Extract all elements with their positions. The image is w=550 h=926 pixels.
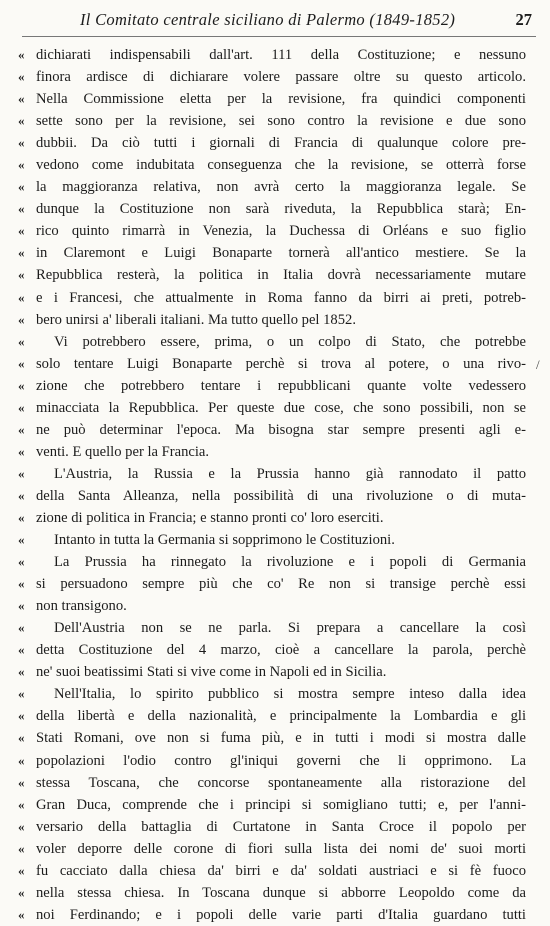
text-line <box>18 794 526 816</box>
line-text: zione di politica in Francia; e stanno pronti co' loro eserciti. <box>36 509 384 526</box>
line-text: zione che potrebbero tentare i repubblicani quante volte vedessero <box>36 377 526 394</box>
text-line <box>18 309 526 331</box>
text-line <box>18 860 526 882</box>
text-line <box>18 264 526 286</box>
quote-mark: « <box>18 311 25 327</box>
running-title: Il Comitato centrale siciliano di Palermo (1849-1852) <box>80 10 456 29</box>
text-line <box>18 463 526 485</box>
text-line <box>18 772 526 794</box>
quote-mark: « <box>18 289 25 305</box>
quote-mark: « <box>18 642 25 658</box>
text-line <box>18 882 526 904</box>
text-line <box>18 132 526 154</box>
quote-mark: « <box>18 157 25 173</box>
line-text: detta Costituzione del 4 marzo, cioè a cancellare la parola, perchè <box>36 642 526 659</box>
line-text: in Claremont e Luigi Bonaparte tornerà all'antico mestiere. Se la <box>36 245 526 262</box>
line-text: minacciata la Repubblica. Per queste due cose, che sono possibili, non se <box>36 399 526 416</box>
text-line <box>18 110 526 132</box>
quote-mark: « <box>18 487 25 503</box>
line-text: dubbii. Da ciò tutti i giornali di Francia di qualunque colore pre- <box>36 135 526 152</box>
quote-mark: « <box>18 840 25 856</box>
quote-mark: « <box>18 223 25 239</box>
text-line <box>18 617 526 639</box>
quote-mark: « <box>18 532 25 548</box>
line-text: stessa Toscana, che concorse spontaneamente alla ristorazione del <box>36 774 526 791</box>
text-line <box>18 727 526 749</box>
quote-mark: « <box>18 884 25 900</box>
page-number: 27 <box>515 10 532 29</box>
text-line <box>18 353 526 375</box>
line-text: Dell'Austria non se ne parla. Si prepara a cancellare la così <box>54 620 526 637</box>
quote-mark: « <box>18 91 25 107</box>
text-line <box>18 573 526 595</box>
line-text: finora ardisce di dichiarare volere passare oltre su questo articolo. <box>36 69 526 86</box>
quote-mark: « <box>18 509 25 525</box>
quote-mark: « <box>18 113 25 129</box>
text-line <box>18 198 526 220</box>
quote-mark: « <box>18 47 25 62</box>
quote-mark: « <box>18 399 25 415</box>
line-text: si persuadono sempre più che co' Re non si transige perchè essi <box>36 576 526 593</box>
quote-mark: « <box>18 201 25 217</box>
line-text: Intanto in tutta la Germania si sopprimono le Costituzioni. <box>54 532 395 549</box>
quote-mark: « <box>18 333 25 349</box>
line-text: voler deporre delle corone di fiori sulla lista dei nomi de' suoi morti <box>36 840 526 857</box>
quote-mark: « <box>18 377 25 393</box>
line-text: versario della battaglia di Curtatone in Santa Croce il popolo per <box>36 818 526 835</box>
text-line <box>18 331 526 353</box>
text-line <box>18 88 526 110</box>
text-line <box>18 683 526 705</box>
text-line <box>18 154 526 176</box>
text-line <box>18 529 526 551</box>
header-rule <box>22 36 536 37</box>
text-line <box>18 441 526 463</box>
text-line <box>18 176 526 198</box>
text-line <box>18 551 526 573</box>
line-text: Vi potrebbero essere, prima, o un colpo di Stato, che potrebbe <box>54 333 526 350</box>
text-line <box>18 485 526 507</box>
text-line <box>18 44 526 66</box>
quote-mark: « <box>18 69 25 85</box>
line-text: noi Ferdinando; e i popoli delle varie parti d'Italia guardano tutti <box>36 906 526 923</box>
line-text: Nell'Italia, lo spirito pubblico si mostra sempre inteso dalla idea <box>54 686 526 703</box>
line-text: vedono come indubitata conseguenza che la revisione, se otterrà forse <box>36 157 526 174</box>
line-text: fu cacciato dalla chiesa da' birri e da' soldati austriaci e si fè fuoco <box>36 862 526 879</box>
quote-mark: « <box>18 421 25 437</box>
quote-mark: « <box>18 554 25 570</box>
quote-mark: « <box>18 443 25 459</box>
text-line <box>18 816 526 838</box>
line-text: La Prussia ha rinnegato la rivoluzione e i popoli di Germania <box>54 554 526 571</box>
text-line <box>18 507 526 529</box>
quote-mark: « <box>18 664 25 680</box>
quote-mark: « <box>18 598 25 614</box>
line-text: Gran Duca, comprende che i principi si somigliano tutti; e, per l'anni- <box>36 796 526 813</box>
text-line <box>18 375 526 397</box>
line-text: sette sono per la revisione, sei sono contro la revisione e due sono <box>36 113 526 130</box>
quote-mark: « <box>18 576 25 592</box>
text-line <box>18 287 526 309</box>
text-line <box>18 595 526 617</box>
line-text: Repubblica resterà, la politica in Italia dovrà necessariamente mutare <box>36 267 526 284</box>
quote-mark: « <box>18 686 25 702</box>
text-line <box>18 750 526 772</box>
body-text <box>18 44 526 926</box>
text-line <box>18 419 526 441</box>
line-text: venti. E quello per la Francia. <box>36 443 210 460</box>
line-text: non transigono. <box>36 598 127 615</box>
quote-mark: « <box>18 465 25 481</box>
margin-mark: / <box>536 357 540 372</box>
line-text: ne può determinar l'epoca. Ma bisogna star sempre presenti agli e- <box>36 421 526 438</box>
line-text: nella stessa chiesa. In Toscana dunque si abborre Leopoldo come da <box>36 884 526 901</box>
line-text: rico quinto rimarrà in Venezia, la Duchessa di Orléans e suo figlio <box>36 223 526 240</box>
text-line <box>18 904 526 926</box>
line-text: popolazioni l'odio contro gl'iniqui governi che li opprimono. La <box>36 752 526 769</box>
text-line <box>18 66 526 88</box>
quote-mark: « <box>18 179 25 195</box>
text-line <box>18 639 526 661</box>
quote-mark: « <box>18 818 25 834</box>
quote-mark: « <box>18 135 25 151</box>
quote-mark: « <box>18 796 25 812</box>
quote-mark: « <box>18 620 25 636</box>
quote-mark: « <box>18 267 25 283</box>
line-text: solo tentare Luigi Bonaparte perchè si trova al potere, o una rivo- <box>36 355 526 372</box>
line-text: della libertà e della nazionalità, e principalmente la Lombardia e gli <box>36 708 526 725</box>
quote-mark: « <box>18 774 25 790</box>
line-text: la maggioranza relativa, non avrà certo la maggioranza legale. Se <box>36 179 526 196</box>
text-line <box>18 705 526 727</box>
line-text: Nella Commissione eletta per la revisione, fra quindici componenti <box>36 91 526 108</box>
quote-mark: « <box>18 862 25 878</box>
quote-mark: « <box>18 245 25 261</box>
line-text: e i Francesi, che attualmente in Roma fanno da birri ai preti, potreb- <box>36 289 526 306</box>
line-text: della Santa Alleanza, nella possibilità di una rivoluzione o di muta- <box>36 487 526 504</box>
quote-mark: « <box>18 752 25 768</box>
line-text: Stati Romani, ove non si fuma più, e in tutti i modi si mostra dalle <box>36 730 526 747</box>
line-text: dichiarati indispensabili dall'art. 111 della Costituzione; e nessuno <box>36 47 526 63</box>
quote-mark: « <box>18 708 25 724</box>
text-line <box>18 397 526 419</box>
line-text: bero unirsi a' liberali italiani. Ma tutto quello pel 1852. <box>36 311 356 328</box>
line-text: ne' suoi beatissimi Stati si vive come in Napoli ed in Sicilia. <box>36 664 387 681</box>
text-line <box>18 661 526 683</box>
quote-mark: « <box>18 730 25 746</box>
text-line <box>18 242 526 264</box>
quote-mark: « <box>18 906 25 922</box>
text-line <box>18 220 526 242</box>
line-text: L'Austria, la Russia e la Prussia hanno già rannodato il patto <box>54 465 526 482</box>
page-header <box>14 4 536 34</box>
quote-mark: « <box>18 355 25 371</box>
text-line <box>18 838 526 860</box>
line-text: dunque la Costituzione non sarà riveduta, la Repubblica starà; En- <box>36 201 526 218</box>
